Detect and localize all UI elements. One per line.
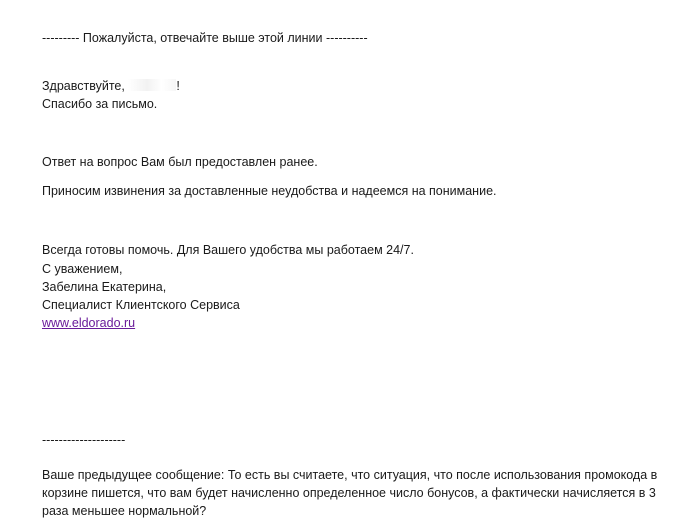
answer-line: Ответ на вопрос Вам был предоставлен ранее. [42,155,318,169]
previous-message: Ваше предыдущее сообщение: То есть вы считаете, что ситуация, что после использования промокода в корзине пишется, что вам будет начисленно определенное число бонусов, а фактически начисляется в 3 раза меньшее нормальной? [42,468,658,518]
signer-name: Забелина Екатерина, [42,280,167,294]
greeting [42,78,180,94]
thanks-line: Спасибо за письмо. [42,97,158,111]
regards-line: С уважением, [42,262,123,276]
previous-message-separator: -------------------- [42,433,126,447]
redacted-name [128,79,176,91]
always-help-line: Всегда готовы помочь. Для Вашего удобства мы работаем 24/7. [42,243,414,257]
greeting-suffix: ! [176,79,180,93]
apology-line: Приносим извинения за доставленные неудобства и надеемся на понимание. [42,184,497,198]
website-link-wrap [42,315,135,331]
signer-title: Специалист Клиентского Сервиса [42,298,240,312]
website-link[interactable]: www.eldorado.ru [42,316,136,330]
greeting-prefix: Здравствуйте, [42,79,125,93]
reply-above-line-marker: --------- Пожалуйста, отвечайте выше этой линии ---------- [42,31,368,45]
